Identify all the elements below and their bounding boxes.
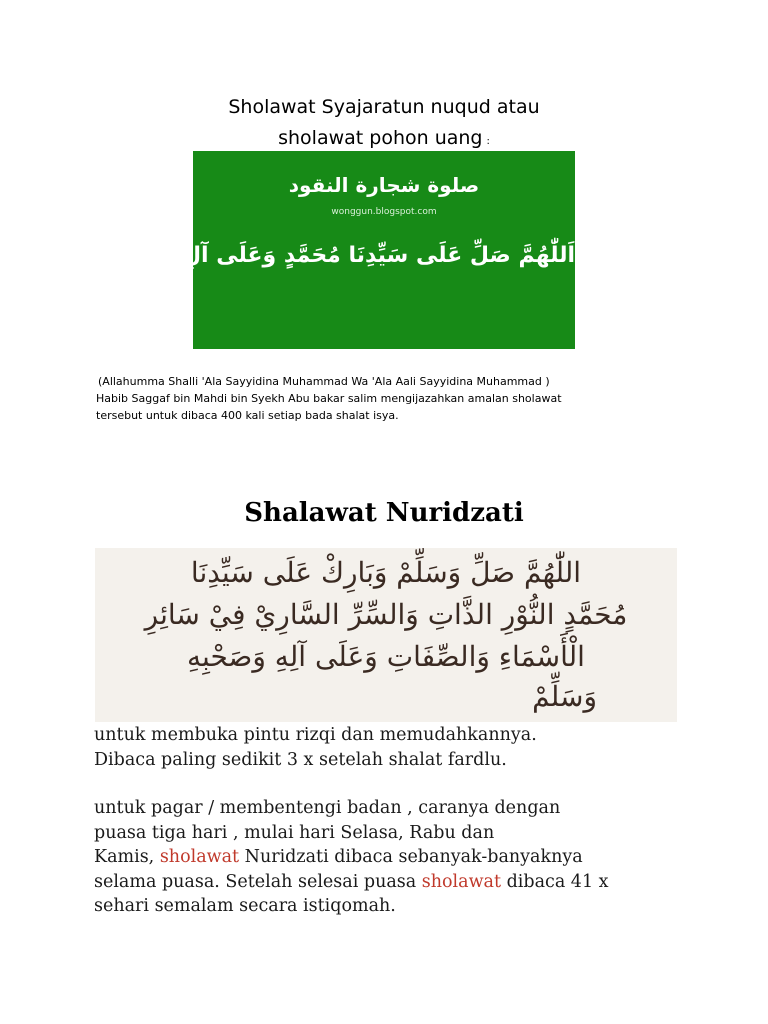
para1-line2: Dibaca paling sedikit 3 x setelah shalat fardlu. — [94, 749, 507, 770]
para2-line5: sehari semalam secara istiqomah. — [94, 896, 396, 916]
sholawat-image — [49, 151, 575, 349]
calligraphy-line: الْأَسْمَاءِ وَالصِّفَاتِ وَعَلَى آلِهِ وَصَحْبِهِ — [187, 640, 585, 673]
para2-line2: puasa tiga hari , mulai hari Selasa, Rabu dan — [94, 822, 495, 843]
para2-line1: untuk pagar / membentengi badan , caranya dengan — [94, 798, 561, 818]
transliteration: (Allahumma Shalli 'Ala Sayyidina Muhammad Wa 'Ala Aali Sayyidina Muhammad ) — [98, 375, 550, 388]
para2-line4-start: selama puasa. Setelah selesai puasa — [94, 871, 422, 892]
image-watermark: wonggun.blogspot.com — [331, 207, 437, 217]
section1-title-line1: Sholawat Syajaratun nuqud atau — [228, 96, 540, 118]
note-line2: Habib Saggaf bin Mahdi bin Syekh Abu bakar salim mengijazahkan amalan sholawat — [96, 392, 562, 405]
section2-body — [94, 723, 694, 919]
arabic-image-title: صلوة شجارة النقود — [288, 173, 480, 197]
arabic-sholawat-text: اَللّٰهُمَّ صَلِّ عَلَى سَيِّدِنَا مُحَمَّدٍ وَعَلَى آلِ سَيِّدِنَا مُحَمَّدٍ — [49, 243, 575, 268]
para2-line3-end: Nuridzati dibaca sebanyak-banyaknya — [239, 847, 583, 867]
para2-line4-end: dibaca 41 x — [501, 871, 609, 892]
para2-line3-start: Kamis, — [94, 847, 160, 867]
calligraphy-line: مُحَمَّدٍ النُّوْرِ الذَّاتِ وَالسِّرِّ السَّارِيْ فِيْ سَائِرِ — [144, 598, 628, 631]
sholawat-link[interactable]: sholawat — [421, 871, 502, 892]
section2-title: Shalawat Nuridzati — [244, 498, 524, 528]
section1-title-colon: : — [486, 136, 490, 147]
section1-title — [0, 92, 768, 157]
para2-line3 — [94, 845, 694, 870]
calligraphy-line: اللّٰهُمَّ صَلِّ وَسَلِّمْ وَبَارِكْ عَلَى سَيِّدِنَا — [190, 556, 582, 589]
sholawat-link[interactable]: sholawat — [159, 847, 240, 867]
section1-title-line2: sholawat pohon uang — [278, 127, 483, 149]
calligraphy-line: وَسَلِّمْ — [532, 680, 597, 713]
para2-line4 — [94, 870, 694, 895]
section1-note — [96, 373, 676, 424]
calligraphy-image — [95, 548, 677, 722]
note-line3: tersebut untuk dibaca 400 kali setiap bada shalat isya. — [96, 409, 399, 422]
para1-line1: untuk membuka pintu rizqi dan memudahkannya. — [94, 725, 537, 745]
